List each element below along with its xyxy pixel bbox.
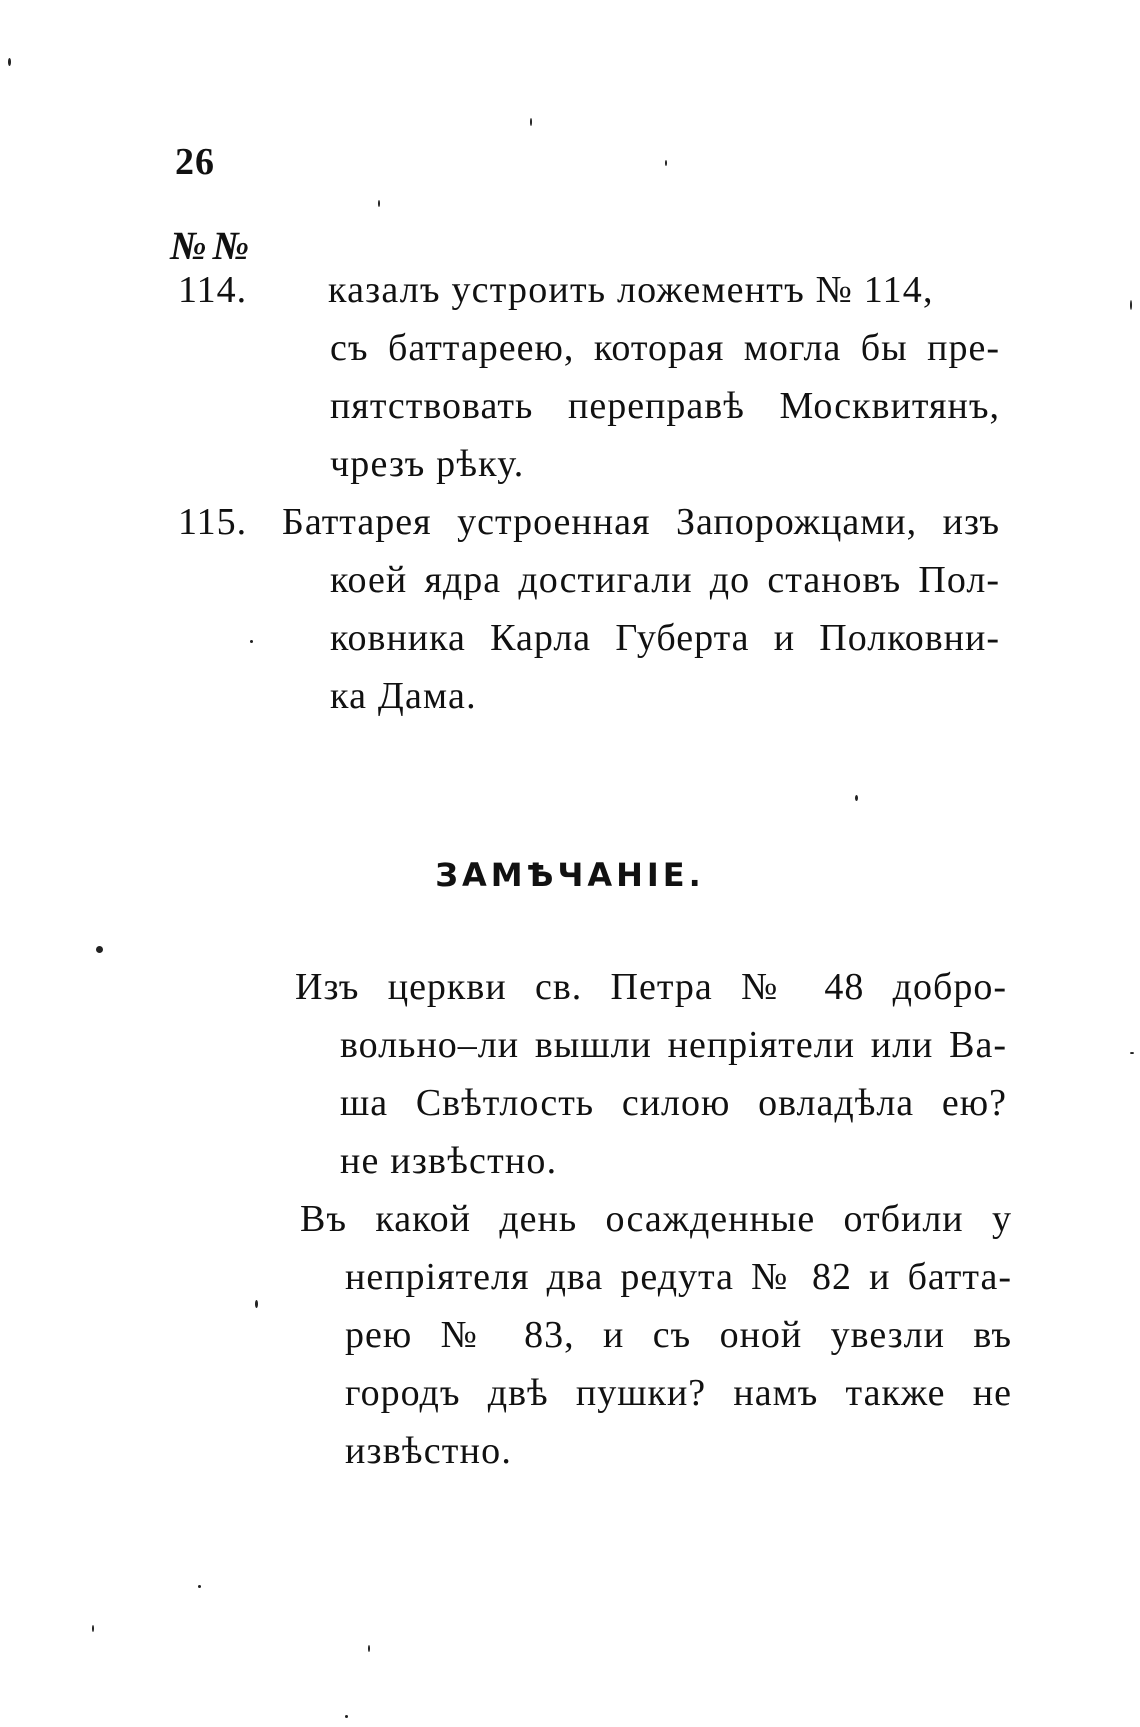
scan-speck xyxy=(665,160,667,166)
scan-speck xyxy=(8,58,11,66)
scan-speck xyxy=(368,1645,370,1652)
entry-number-114: 114. xyxy=(178,269,248,311)
numero-column-header: № № xyxy=(170,223,248,268)
remark-p2-line-3: рею № 83, и съ оной увезли въ xyxy=(345,1314,1012,1356)
scan-speck xyxy=(855,795,858,801)
scan-speck xyxy=(198,1585,201,1588)
scan-speck xyxy=(92,1625,94,1632)
entry-114-line-3: пятствовать переправѣ Москвитянъ, xyxy=(330,385,1000,427)
remark-p2-line-1: Въ какой день осажденные отбили у xyxy=(300,1198,1012,1240)
remark-p1-line-1: Изъ церкви св. Петра № 48 добро- xyxy=(295,966,1007,1008)
scan-speck xyxy=(378,200,380,207)
entry-115-line-3: ковника Карла Губерта и Полковни- xyxy=(330,617,1000,659)
remark-p1-line-4: не извѣстно. xyxy=(340,1140,558,1182)
remark-p2-line-2: непріятеля два редута № 82 и батта- xyxy=(345,1256,1012,1298)
remark-p1-line-2: вольно–ли вышли непріятели или Ва- xyxy=(340,1024,1007,1066)
scan-speck xyxy=(345,1715,348,1718)
entry-115-line-1: Баттарея устроенная Запорожцами, изъ xyxy=(282,501,1000,543)
scan-speck xyxy=(96,946,103,953)
scan-speck xyxy=(1130,300,1132,310)
entry-114-line-4: чрезъ рѣку. xyxy=(330,443,525,485)
remark-p2-line-5: извѣстно. xyxy=(345,1430,513,1472)
remark-p1-line-3: ша Свѣтлость силою овладѣла ею? xyxy=(340,1082,1007,1124)
entry-number-115: 115. xyxy=(178,501,248,543)
remark-p2-line-4: городъ двѣ пушки? намъ также не xyxy=(345,1372,1012,1414)
entry-114-line-1: казалъ устроить ложементъ № 114, xyxy=(328,269,934,311)
scan-speck xyxy=(250,640,253,643)
entry-115-line-2: коей ядра достигали до становъ Пол- xyxy=(330,559,1000,601)
scan-speck xyxy=(255,1300,258,1308)
scan-speck xyxy=(530,118,532,126)
scan-speck xyxy=(1130,1052,1134,1054)
remark-heading: ЗАМѢЧАНІЕ. xyxy=(435,856,705,894)
entry-115-line-4: ка Дама. xyxy=(330,675,477,717)
entry-114-line-2: съ баттареею, которая могла бы пре- xyxy=(330,327,1000,369)
page-number: 26 xyxy=(175,141,215,183)
